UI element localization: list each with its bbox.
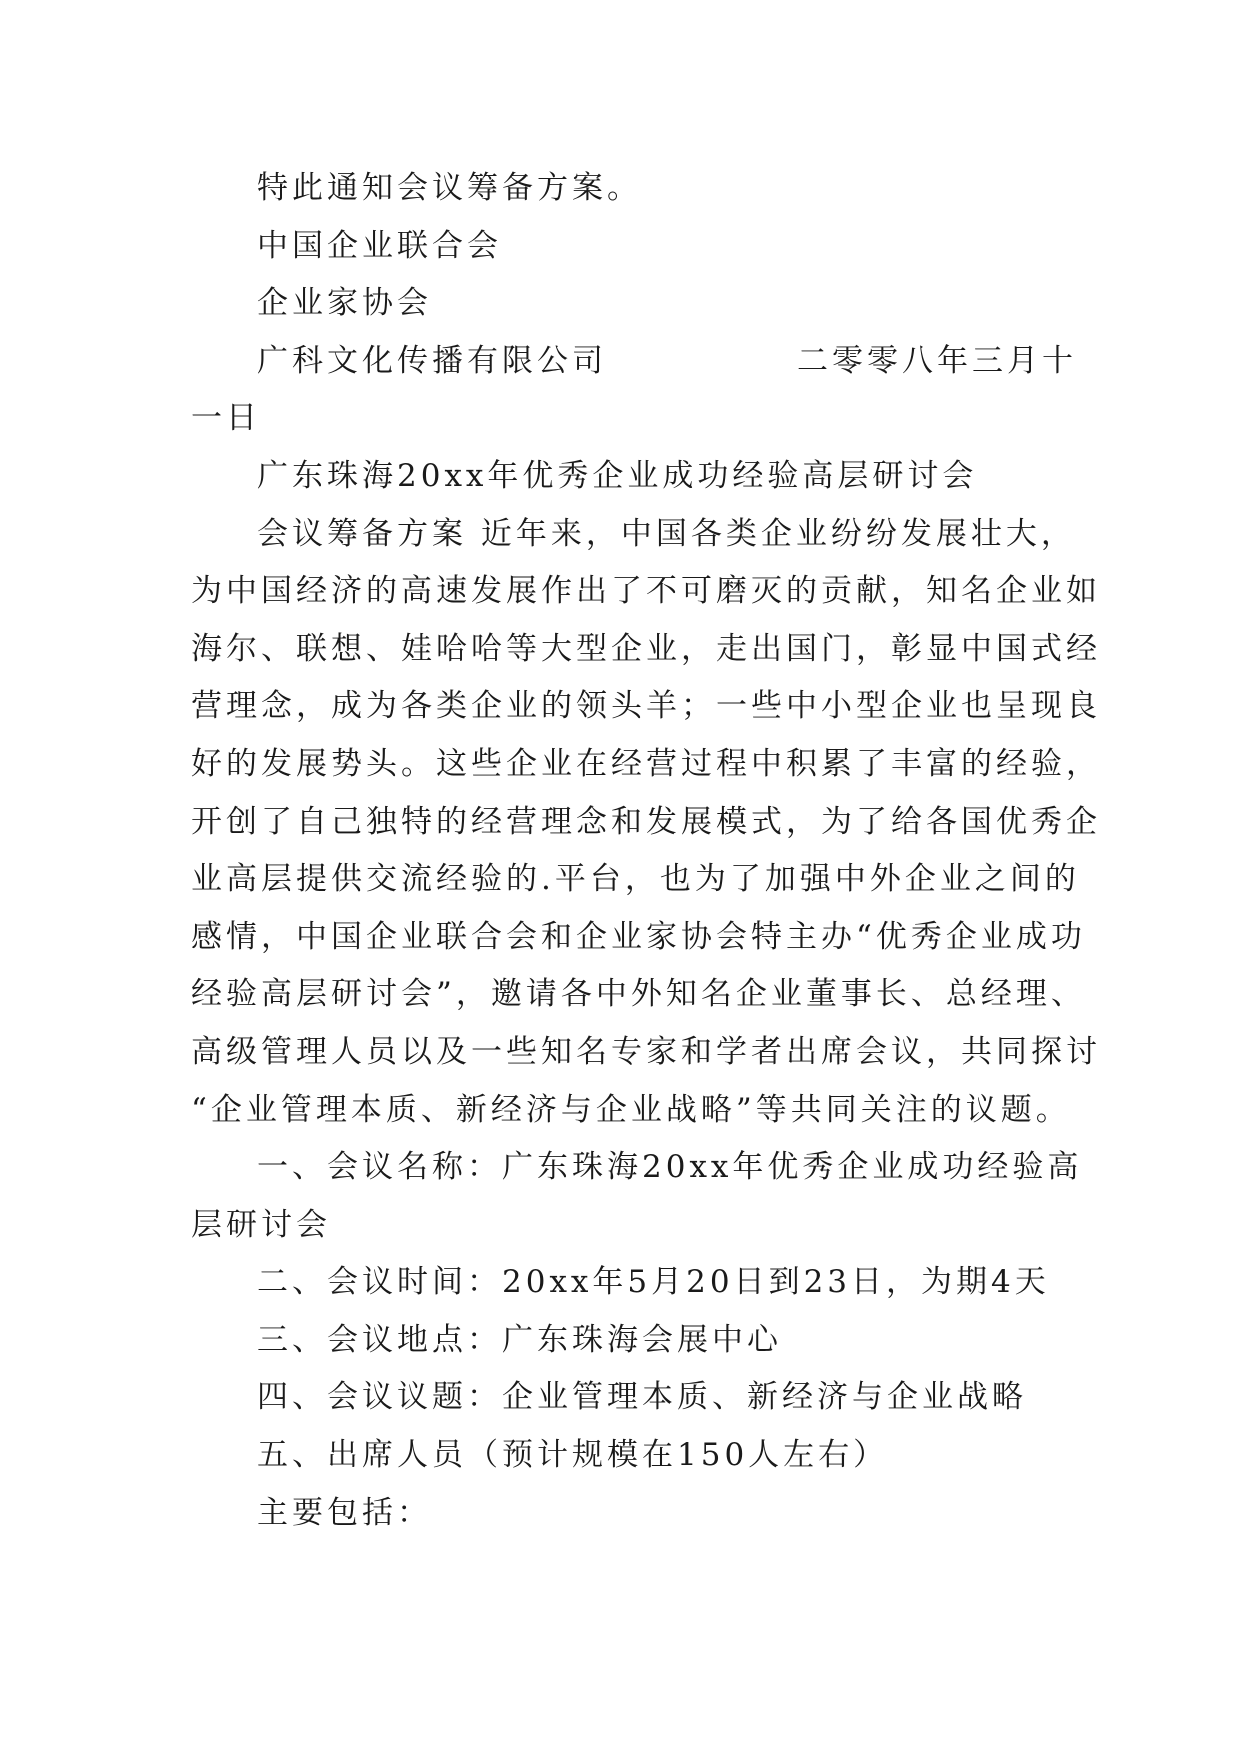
document-page [191,160,1101,1542]
item-main-includes: 主要包括： [257,1494,432,1531]
body-paragraph-line: “企业管理本质、新经济与企业战略”等共同关注的议题。 [191,1091,1071,1128]
conference-title: 广东珠海20xx年优秀企业成功经验高层研讨会 [257,457,978,494]
body-paragraph-line: 好的发展势头。这些企业在经营过程中积累了丰富的经验， [191,745,1101,782]
organizer-3: 广科文化传播有限公司 [257,342,607,379]
date-part-2: 一日 [191,400,261,437]
date-part-1: 二零零八年三月十 [797,342,1077,379]
body-paragraph-line: 感情，中国企业联合会和企业家协会特主办“优秀企业成功 [191,918,1086,955]
item-conference-location: 三、会议地点：广东珠海会展中心 [257,1321,782,1358]
body-paragraph-line: 为中国经济的高速发展作出了不可磨灭的贡献，知名企业如 [191,573,1101,610]
body-paragraph-line: 经验高层研讨会”，邀请各中外知名企业董事长、总经理、 [191,976,1086,1013]
organizer-date-line [191,333,1077,391]
organizer-1: 中国企业联合会 [257,227,502,264]
organizer-2: 企业家协会 [257,285,432,322]
body-paragraph-line: 高级管理人员以及一些知名专家和学者出席会议，共同探讨 [191,1033,1101,1070]
body-paragraph-line: 业高层提供交流经验的.平台，也为了加强中外企业之间的 [191,861,1080,898]
body-paragraph-line: 开创了自己独特的经营理念和发展模式，为了给各国优秀企 [191,803,1101,840]
body-paragraph-line: 会议筹备方案 近年来，中国各类企业纷纷发展壮大， [257,515,1076,552]
body-paragraph-line: 海尔、联想、娃哈哈等大型企业，走出国门，彰显中国式经 [191,630,1101,667]
item-conference-name-cont: 层研讨会 [191,1206,331,1243]
item-conference-topic: 四、会议议题：企业管理本质、新经济与企业战略 [257,1379,1027,1416]
item-conference-time: 二、会议时间：20xx年5月20日到23日，为期4天 [257,1264,1050,1301]
notice-line: 特此通知会议筹备方案。 [257,170,642,206]
item-conference-name: 一、会议名称：广东珠海20xx年优秀企业成功经验高 [257,1149,1083,1186]
item-attendees: 五、出席人员（预计规模在150人左右） [257,1437,889,1474]
body-paragraph-line: 营理念，成为各类企业的领头羊；一些中小型企业也呈现良 [191,688,1101,725]
